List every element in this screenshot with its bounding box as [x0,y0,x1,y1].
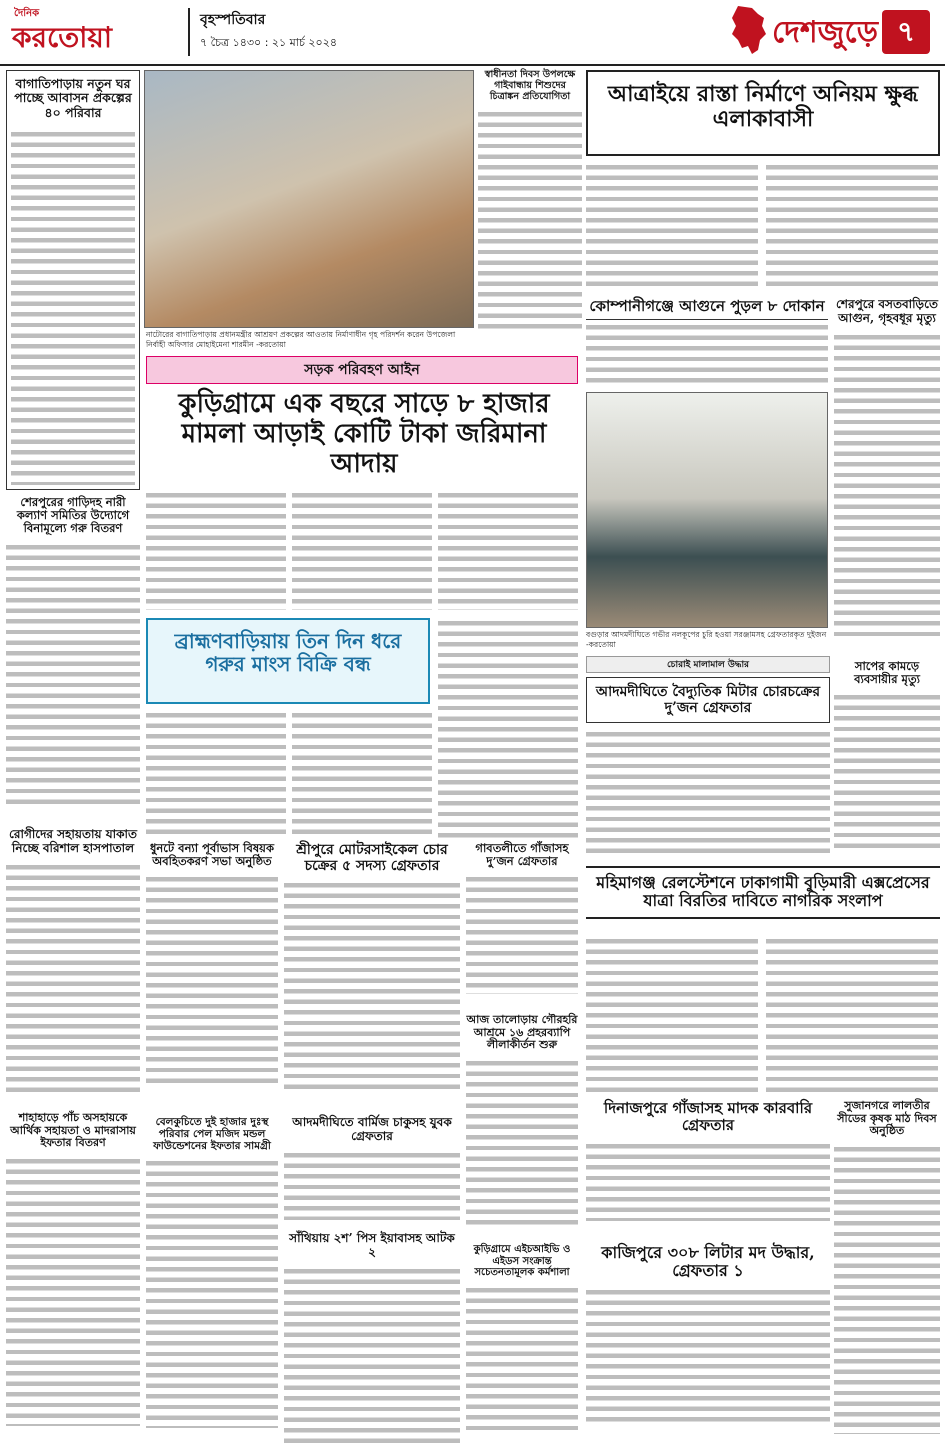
road-law-body-1 [146,490,286,610]
bangladesh-map-icon [728,4,768,56]
road-law-body-2 [292,490,432,610]
article-body [834,692,940,852]
article-kurigram-hiv [466,1244,578,1448]
article-headline: শেরপুরে বসতবাড়িতে আগুন, গৃহবধূর মৃত্যু [836,297,938,325]
brahmanbaria-body-1 [146,710,286,838]
article-headline: বাগাতিপাড়ায় নতুন ঘর পাচ্ছে আবাসন প্রকল্পের ৪০ পরিবার [14,76,132,120]
article-headline: সুজানগরে লালতীর সীডের কৃষক মাঠ দিবস অনুষ্ঠিত [837,1099,937,1138]
construction-photo [144,70,474,328]
article-kajipur [586,1244,830,1448]
article-gabtali [466,842,578,1012]
page-number: ৭ [882,10,930,54]
article-body [586,1141,830,1221]
article-sherpur-fire [834,298,940,658]
article-body [834,332,940,642]
page-header [0,0,945,66]
article-adamdighi-meter [586,656,830,864]
article-snakebite [834,660,940,860]
article-body [284,1266,460,1446]
road-law-body-3 [438,490,578,610]
brand-small: দৈনিক [14,8,40,19]
road-law-headline: কুড়িগ্রামে এক বছরে সাড়ে ৮ হাজার মামলা আড়াই কোটি টাকা জরিমানা আদায় [178,389,550,479]
article-body-2 [766,162,938,288]
article-body [146,1158,278,1428]
article-body [11,129,135,485]
section-title: দেশজুড়ে [772,15,878,50]
article-beljuri [146,1116,278,1448]
article-headline: আত্রাইয়ে রাস্তা নির্মাণে অনিয়ম ক্ষুব্ধ এলাকাবাসী [607,81,919,133]
brahmanbaria-headline-box [146,618,430,704]
article-headline: দিনাজপুরে গাঁজাসহ মাদক কারবারি গ্রেফতার [603,1099,813,1135]
header-divider [188,8,190,56]
article-body [6,1156,140,1426]
article-headline: আদমদীঘিতে বৈদ্যুতিক মিটার চোরচক্রের দু’জন গ্রেফতার [586,677,830,723]
article-headline: শাহাহাড়ে পাঁচ অসহায়কে আর্থিক সহায়তা ও মাদরাসায় ইফতার বিতরণ [10,1111,136,1150]
article-kicker: চোরাই মালামাল উদ্ধার [586,656,830,673]
article-headline: আদমদীঘিতে বার্মিজ চাকুসহ যুবক গ্রেফতার [292,1115,452,1143]
banner-label: সড়ক পরিবহণ আইন [304,362,420,378]
article-body [586,729,830,859]
headline-box [586,70,940,156]
article-shahjahanpur [6,1112,140,1448]
article-body [466,1058,578,1228]
article-body-2 [766,936,938,1094]
article-headline: কোম্পানীগঞ্জে আগুনে পুড়ল ৮ দোকান [586,298,828,320]
issue-date: ৭ চৈত্র ১৪৩০ : ২১ মার্চ ২০২৪ [200,36,338,49]
article-body [466,874,578,994]
article-sherpur-women [6,496,140,824]
brand-logo: করতোয়া [12,21,112,54]
article-headline: রোগীদের সহায়তায় যাকাত নিচ্ছে বরিশাল হাসপাতাল [9,827,137,855]
article-body [6,542,140,810]
article-headline: সাঁথিয়ায় ২শ’ পিস ইয়াবাসহ আটক ২ [289,1231,455,1259]
article-headline: ধুনটে বন্যা পূর্বাভাস বিষয়ক অবহিতকরণ সভা অনুষ্ঠিত [149,841,275,869]
article-headline: বেলকুচিতে দুই হাজার দুঃস্থ পরিবার পেল মজিদ মন্ডল ফাউন্ডেশনের ইফতার সামগ্রী [153,1116,271,1153]
brahmanbaria-body-3 [438,618,578,838]
article-talora [466,1014,578,1240]
article-atrai [586,70,940,292]
article-body [478,109,582,329]
article-body [146,874,278,1084]
kompaniganj-body [586,322,828,388]
article-body [834,1144,940,1434]
article-santhia [284,1232,460,1448]
article-dinajpur [586,1100,830,1240]
article-flood [146,842,278,1112]
arrest-photo [586,392,828,628]
article-headline: কুড়িগ্রামে এইচআইভি ও এইডস সংক্রান্ত সচেতনতামূলক কর্মশালা [473,1244,571,1278]
article-headline: স্বাধীনতা দিবস উপলক্ষে গাইবান্ধায় শিশুদের চিত্রাঙ্কন প্রতিযোগিতা [484,69,576,102]
article-independence [478,70,582,352]
article-headline: ব্রাহ্মণবাড়িয়ায় তিন দিন ধরে গরুর মাংস বিক্রি বন্ধ [174,629,402,676]
brahmanbaria-body-2 [292,710,432,838]
article-body-1 [586,936,758,1094]
article-mohimaganj [586,866,940,1096]
article-bagatipara [6,70,140,490]
article-body [586,1287,830,1427]
photo-caption: নাটোরের বাগাতিপাড়ায় প্রধানমন্ত্রীর আশ্রয়ণ প্রকল্পের আওতায় নির্মাণাধীন গৃহ পরিদর্শন করেন উপজেলা নির্বাহী অফিসার মোহাইমেনা শারমীন -করতোয়া [146,330,456,349]
article-headline: কাজিপুরে ৩০৮ লিটার মদ উদ্ধার, গ্রেফতার ১ [601,1243,815,1281]
article-headline: গাবতলীতে গাঁজাসহ দু’জন গ্রেফতার [475,841,569,869]
article-rogi [6,828,140,1108]
article-headline: সাপের কামড়ে ব্যবসায়ীর মৃত্যু [854,659,920,687]
article-adamdighi-youth [284,1116,460,1226]
photo-caption: বগুড়ার আদমদীঘিতে গভীর নলকূপের চুরি হওয়া সরঞ্জামসহ গ্রেফতারকৃত দুইজন -করতোয়া [586,630,827,649]
issue-day: বৃহস্পতিবার [200,12,266,28]
article-sujanagar [834,1100,940,1448]
article-headline: আজ তালোড়ায় গৌরহরি আশ্রমে ১৬ প্রহরব্যাপি লীলাকীর্তন শুরু [466,1013,578,1052]
article-body [6,862,140,1092]
article-headline: শ্রীপুরে মোটরসাইকেল চোর চক্রের ৫ সদস্য গ্রেফতার [296,842,448,875]
article-headline: শেরপুরের গাড়িদহ নারী কল্যাণ সমিতির উদ্যোগে বিনামূল্যে গরু বিতরণ [16,495,130,536]
article-body [466,1285,578,1435]
article-sreepur [284,842,460,1112]
article-body-1 [586,162,758,288]
article-body [284,880,460,1090]
article-body [284,1150,460,1220]
road-law-banner [146,356,578,384]
article-headline: মহিমাগঞ্জ রেলস্টেশনে ঢাকাগামী বুড়িমারী এক্সপ্রেসের যাত্রা বিরতির দাবিতে নাগরিক সংলাপ [586,866,940,919]
